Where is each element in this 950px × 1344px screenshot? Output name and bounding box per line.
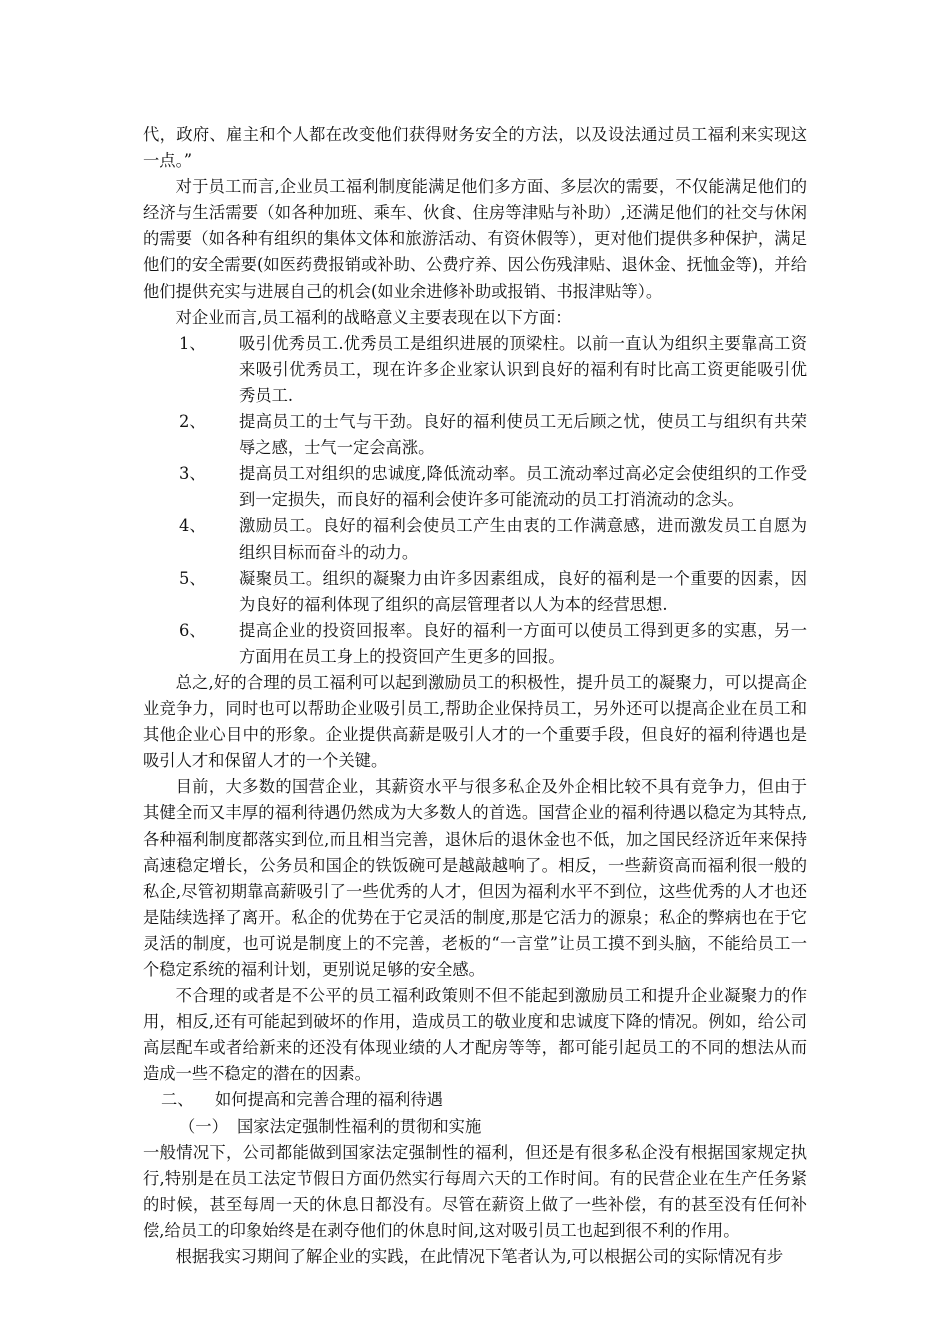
subsection-heading (143, 1114, 807, 1140)
list-item (143, 409, 807, 461)
list-item (143, 461, 807, 513)
list-item-text: 提高员工的士气与干劲。良好的福利使员工无后顾之忧，使员工与组织有共荣辱之感，士气一定会高涨。 (239, 412, 807, 458)
list-item-text: 提高企业的投资回报率。良好的福利一方面可以使员工得到更多的实惠，另一方面用在员工身上的投资回产生更多的回报。 (239, 620, 807, 666)
list-number: 5、 (179, 568, 206, 588)
paragraph: 对企业而言,员工福利的战略意义主要表现在以下方面： (175, 307, 572, 327)
benefits-list (143, 331, 807, 670)
list-item-text: 激励员工。良好的福利会使员工产生由衷的工作满意感，进而激发员工自愿为组织目标而奋斗的动力。 (239, 516, 807, 562)
subsection-number: （一） (179, 1116, 228, 1136)
paragraph: 代，政府、雇主和个人都在改变他们获得财务安全的方法，以及设法通过员工福利来实现这一点。” (143, 125, 807, 171)
list-number: 2、 (179, 412, 206, 432)
section-heading (143, 1087, 807, 1113)
paragraph: 一般情况下，公司都能做到国家法定强制性的福利，但还是有很多私企没有根据国家规定执行,特别是在员工法定节假日方面仍然实行每周六天的工作时间。有的民营企业在生产任务紧的时候，甚至每周一天的休息日都没有。尽管在薪资上做了一些补偿，有的甚至没有任何补偿,给员工的印象始终是在剥夺他们的休息时间,这对吸引员工也起到很不利的作用。 (143, 1142, 807, 1240)
list-number: 3、 (179, 464, 206, 484)
document-page (143, 122, 807, 1270)
list-item (143, 513, 807, 565)
paragraph: 总之,好的合理的员工福利可以起到激励员工的积极性，提升员工的凝聚力，可以提高企业竞争力，同时也可以帮助企业吸引员工,帮助企业保持员工，另外还可以提高企业在员工和其他企业心目中的形象。企业提供高薪是吸引人才的一个重要手段，但良好的福利待遇也是吸引人才和保留人才的一个关键。 (143, 672, 807, 771)
paragraph: 不合理的或者是不公平的员工福利政策则不但不能起到激励员工和提升企业凝聚力的作用，相反,还有可能起到破坏的作用，造成员工的敬业度和忠诚度下降的情况。例如，给公司高层配车或者给新来的还没有体现业绩的人才配房等等，都可能引起员工的不同的想法从而造成一些不稳定的潜在的因素。 (143, 986, 807, 1084)
list-number: 4、 (179, 516, 206, 536)
list-item (143, 618, 807, 670)
list-item-text: 凝聚员工。组织的凝聚力由许多因素组成，良好的福利是一个重要的因素，因为良好的福利体现了组织的高层管理者以人为本的经营思想. (239, 568, 807, 614)
section-title: 如何提高和完善合理的福利待遇 (215, 1090, 443, 1110)
list-number: 1、 (179, 333, 206, 353)
paragraph: 根据我实习期间了解企业的实践，在此情况下笔者认为,可以根据公司的实际情况有步 (175, 1247, 784, 1267)
list-item (143, 331, 807, 409)
list-item-text: 吸引优秀员工.优秀员工是组织进展的顶梁柱。以前一直认为组织主要靠高工资来吸引优秀员工，现在许多企业家认识到良好的福利有时比高工资更能吸引优秀员工. (239, 333, 807, 405)
list-number: 6、 (179, 620, 206, 640)
list-item (143, 566, 807, 618)
subsection-title: 国家法定强制性福利的贯彻和实施 (237, 1116, 482, 1136)
paragraph: 目前，大多数的国营企业，其薪资水平与很多私企及外企相比较不具有竞争力，但由于其健全而又丰厚的福利待遇仍然成为大多数人的首选。国营企业的福利待遇以稳定为其特点,各种福利制度都落实到位,而且相当完善，退休后的退休金也不低，加之国民经济近年来保持高速稳定增长，公务员和国企的铁饭碗可是越敲越响了。相反，一些薪资高而福利很一般的私企,尽管初期靠高薪吸引了一些优秀的人才，但因为福利水平不到位，这些优秀的人才也还是陆续选择了离开。私企的优势在于它灵活的制度,那是它活力的源泉；私企的弊病也在于它灵活的制度，也可说是制度上的不完善，老板的“一言堂”让员工摸不到头脑，不能给员工一个稳定系统的福利计划，更别说足够的安全感。 (143, 777, 807, 979)
list-item-text: 提高员工对组织的忠诚度,降低流动率。员工流动率过高必定会使组织的工作受到一定损失，而良好的福利会使许多可能流动的员工打消流动的念头。 (239, 464, 807, 510)
section-number: 二、 (161, 1090, 194, 1110)
paragraph: 对于员工而言,企业员工福利制度能满足他们多方面、多层次的需要，不仅能满足他们的经济与生活需要（如各种加班、乘车、伙食、住房等津贴与补助）,还满足他们的社交与休闲的需要（如各种有组织的集体文体和旅游活动、有资休假等），更对他们提供多种保护，满足他们的安全需要(如医药费报销或补助、公费疗养、因公伤残津贴、退休金、抚恤金等)，并给他们提供充实与进展自己的机会(如业余进修补助或报销、书报津贴等）。 (143, 177, 807, 301)
